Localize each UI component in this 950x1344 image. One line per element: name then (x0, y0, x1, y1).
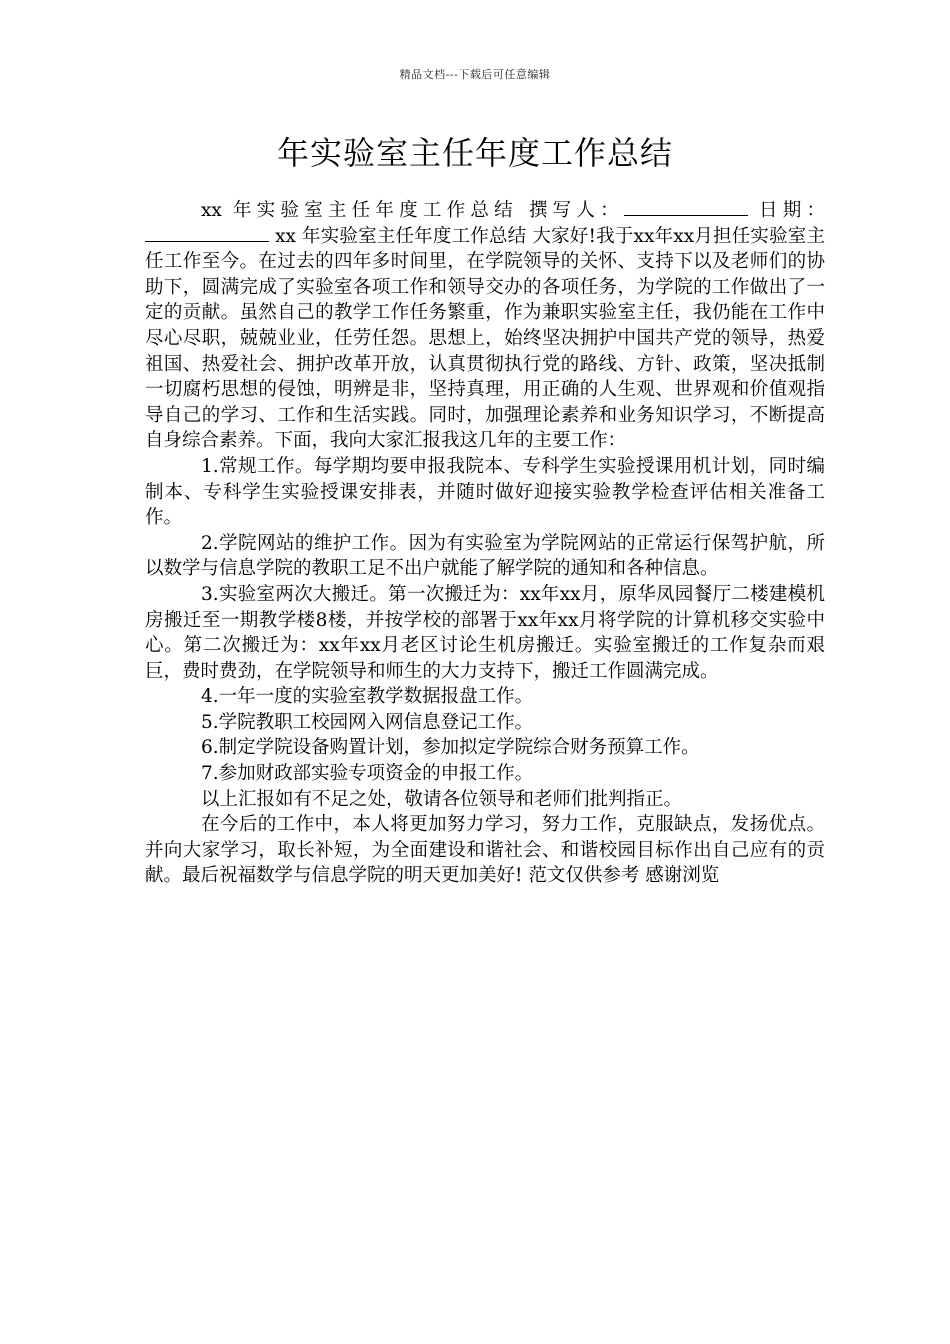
list-item: 2.学院网站的维护工作。因为有实验室为学院网站的正常运行保驾护航，所以数学与信息学院的教职工足不出户就能了解学院的通知和各种信息。 (145, 532, 825, 580)
closing-paragraph: 在今后的工作中，本人将更加努力学习，努力工作，克服缺点，发扬优点。并向大家学习，取长补短，为全面建设和谐社会、和谐校园目标作出自己应有的贡献。最后祝福数学与信息学院的明天更加美好! 范文仅供参考 感谢浏览 (145, 814, 825, 887)
document-body (145, 198, 825, 889)
document-title: 年实验室主任年度工作总结 (276, 134, 673, 172)
list-item: 3.实验室两次大搬迁。第一次搬迁为：xx年xx月，原华凤园餐厅二楼建模机房搬迁至一期教学楼8楼，并按学校的部署于xx年xx月将学院的计算机移交实验中心。第二次搬迁为：xx年xx月老区讨论生机房搬迁。实验室搬迁的工作复杂而艰巨，费时费劲，在学院领导和师生的大力支持下，搬迁工作圆满完成。 (145, 583, 825, 682)
list-item: 7.参加财政部实验专项资金的申报工作。 (201, 763, 534, 785)
intro-lead-c: xx 年实验室主任年度工作总结 大家好!我于xx年xx月担任实验室主任工作至今。在过去的四年多时间里，在学院领导的关怀、支持下以及老师们的协助下，圆满完成了实验室各项工作和领导交办的各项任务，为学院的工作做出了一定的贡献。虽然自己的教学工作任务繁重，作为兼职实验室主任，我仍能在工作中尽心尽职，兢兢业业，任劳任怨。思想上，始终坚决拥护中国共产党的领导，热爱祖国、热爱社会、拥护改革开放，认真贯彻执行党的路线、方针、政策，坚决抵制一切腐朽思想的侵蚀，明辨是非，坚持真理，用正确的人生观、世界观和价值观指导自己的学习、工作和生活实践。同时，加强理论素养和业务知识学习，不断提高自身综合素养。下面，我向大家汇报我这几年的主要工作： (145, 225, 825, 452)
list-item: 1.常规工作。每学期均要申报我院本、专科学生实验授课用机计划，同时编制本、专科学生实验授课安排表，并随时做好迎接实验教学检查评估相关准备工作。 (145, 455, 825, 529)
intro-paragraph (145, 198, 825, 454)
intro-lead-a: xx 年实验室主任年度工作总结 撰写人： (201, 200, 624, 221)
list-item: 4.一年一度的实验室教学数据报盘工作。 (201, 686, 534, 708)
list-item: 5.学院教职工校园网入网信息登记工作。 (201, 711, 534, 733)
author-blank (624, 198, 748, 216)
intro-lead-b: 日期： (747, 200, 825, 221)
list-item: 6.制定学院设备购置计划，参加拟定学院综合财务预算工作。 (201, 737, 700, 759)
date-blank (145, 224, 269, 242)
closing-paragraph: 以上汇报如有不足之处，敬请各位领导和老师们批判指正。 (201, 788, 683, 810)
header-note: 精品文档---下载后可任意编辑 (399, 68, 551, 81)
